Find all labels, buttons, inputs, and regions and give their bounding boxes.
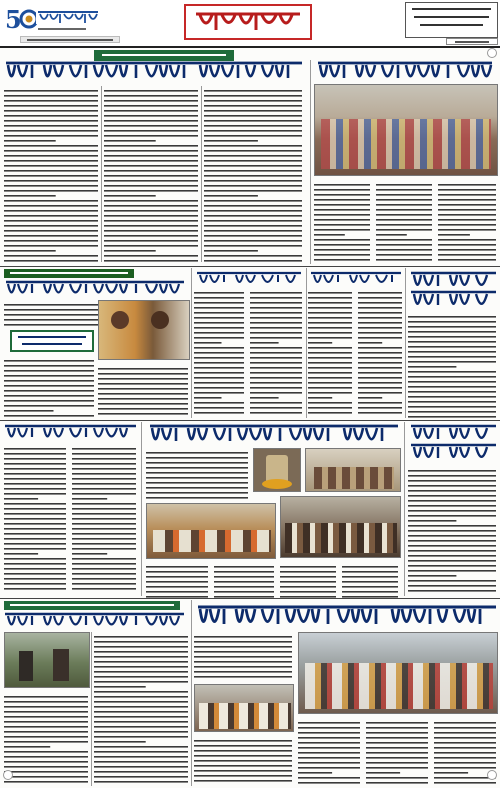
headline-mid-center — [194, 270, 304, 286]
body-text-lines — [4, 692, 90, 786]
top-right-ad — [405, 2, 498, 38]
bottom-right-body-col1 — [194, 632, 294, 680]
body-text-lines — [146, 562, 210, 598]
bottom-right-body-col4 — [366, 718, 430, 786]
top-right-body-col2 — [376, 180, 434, 264]
kicker-bar-2 — [4, 269, 134, 278]
top-right-body-col1 — [314, 180, 372, 264]
lower-center-body-col3 — [280, 562, 338, 598]
bottom-right-body-col3 — [298, 718, 362, 786]
body-text-lines — [4, 356, 96, 418]
lower-right-body — [408, 466, 498, 596]
col-rule — [191, 600, 192, 786]
col-rule — [141, 422, 142, 596]
body-text-lines — [366, 718, 430, 786]
lower-center-body-col4 — [342, 562, 400, 598]
body-text-lines — [104, 86, 200, 264]
headline-lower-center — [146, 423, 402, 445]
mid-cr-body-col2 — [358, 288, 404, 418]
lead-left-body-col1 — [4, 86, 100, 264]
body-text-lines — [98, 364, 190, 418]
body-text-lines — [280, 562, 338, 598]
col-rule — [201, 86, 202, 262]
headline-lead-left — [2, 60, 307, 82]
headline-lower-right — [408, 423, 500, 463]
svg-text:5: 5 — [5, 5, 22, 34]
mid-cr-body-col1 — [308, 288, 354, 418]
mid-left-body-col1 — [4, 356, 96, 418]
lower-center-body-col1 — [146, 562, 210, 598]
section-rule-2 — [0, 420, 500, 421]
headline-mid-right — [408, 270, 500, 310]
body-text-lines — [94, 632, 190, 786]
body-text-lines — [408, 312, 498, 418]
body-text-lines — [298, 718, 362, 786]
body-text-lines — [146, 448, 250, 500]
section-title-box — [184, 4, 312, 40]
headline-mid-left — [2, 279, 188, 297]
col-rule — [405, 268, 406, 418]
headline-mid-center-right — [308, 270, 404, 286]
body-text-lines — [358, 288, 404, 418]
headline-bottom-right — [194, 604, 500, 628]
section-rule-3 — [0, 598, 500, 599]
bottom-right-body-col2 — [194, 736, 294, 786]
body-text-lines — [376, 180, 434, 264]
photo-procession-swords — [298, 632, 498, 714]
body-text-lines — [194, 632, 294, 680]
mid-left-body-col2 — [98, 364, 190, 418]
masthead-rule — [0, 46, 500, 48]
mid-right-body — [408, 312, 498, 418]
kicker-bar-3 — [4, 601, 180, 610]
photo-field-workers — [4, 632, 90, 688]
body-text-lines — [214, 562, 276, 598]
photo-audience — [280, 496, 401, 558]
body-text-lines — [194, 288, 246, 418]
lower-center-intro — [146, 448, 250, 500]
body-text-lines — [250, 288, 304, 418]
body-text-lines — [408, 466, 498, 596]
top-right-body-col3 — [438, 180, 498, 264]
section-rule-1 — [0, 266, 500, 267]
col-rule — [404, 422, 405, 596]
date-bar — [20, 36, 120, 43]
body-text-lines — [308, 288, 354, 418]
col-rule — [91, 632, 92, 786]
photo-officials-two — [98, 300, 190, 360]
body-text-lines — [4, 444, 68, 594]
registration-mark — [487, 48, 497, 58]
registration-mark — [3, 770, 13, 780]
col-rule — [306, 268, 307, 418]
lower-center-body-col2 — [214, 562, 276, 598]
body-text-lines — [314, 180, 372, 264]
col-rule — [191, 268, 192, 418]
body-text-lines — [438, 180, 498, 264]
body-text-lines — [4, 86, 100, 264]
mid-center-body-col2 — [250, 288, 304, 418]
body-text-lines — [194, 736, 294, 786]
photo-hall-stage — [305, 448, 401, 492]
body-text-lines — [342, 562, 400, 598]
col-rule — [310, 60, 311, 264]
section-title-text — [186, 6, 310, 38]
body-text-lines — [204, 86, 304, 264]
newspaper-name-logo — [36, 8, 100, 26]
page-number-box — [446, 38, 498, 45]
edition-line — [38, 27, 98, 31]
lead-left-body-col3 — [204, 86, 304, 264]
lower-left-body-col2 — [72, 444, 138, 594]
subhead-box-mid-left — [10, 330, 94, 352]
bottom-left-body-col1 — [4, 692, 90, 786]
photo-procession-group — [194, 684, 294, 732]
masthead — [0, 0, 500, 46]
lead-left-body-col2 — [104, 86, 200, 264]
headline-lower-left — [2, 423, 140, 441]
mid-center-body-col1 — [194, 288, 246, 418]
photo-crowd-distribution — [314, 84, 498, 176]
registration-mark — [487, 770, 497, 780]
photo-portrait-garland — [253, 448, 301, 492]
col-rule — [101, 86, 102, 262]
headline-top-right — [314, 60, 498, 82]
body-text-lines — [72, 444, 138, 594]
lower-left-body-col1 — [4, 444, 68, 594]
bottom-left-body-col2 — [94, 632, 190, 786]
headline-bottom-left — [2, 611, 188, 629]
photo-dignitaries-seated — [146, 503, 276, 559]
